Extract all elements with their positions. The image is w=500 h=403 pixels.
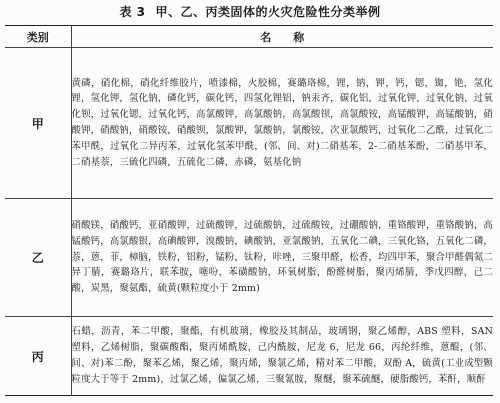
table-row <box>5 317 493 396</box>
category-cell: 丙 <box>5 317 71 396</box>
category-cell: 乙 <box>5 199 71 317</box>
table-title: 甲、乙、丙类固体的火灾危险性分类举例 <box>155 5 381 19</box>
names-cell: 硝酸镁，硝酸钙，亚硝酸钾，过硫酸钾，过硫酸钠，过硫酸铵，过硼酸钠，重铬酸钾，重铬酸钠，高锰酸钙，高氯酸银，高碘酸钾，溴酸钠，碘酸钠，亚氯酸钠，五氧化二碘，三氧化铬，五氧化二磷，萘，蒽，菲，樟脑，铁粉，铝粉，锰粉，钛粉，咔唑，三聚甲醛，松香，均四甲苯，聚合甲醛偶氮二异丁腈，赛璐珞片，联苯胺，噻吩，苯磺酸钠，环氧树脂，酚醛树脂，聚丙烯腈，季戊四醇，己二酸，炭黑，聚氨酯，硫黄(颗粒度小于 2mm) <box>71 199 493 317</box>
fire-hazard-table <box>5 25 493 396</box>
table-caption <box>0 4 500 20</box>
names-cell: 黄磷，硝化棉，硝化纤维胶片，喷漆棉，火胶棉，赛璐珞棉，锂，钠，钾，钙，锶，铷，铯，氢化锂，氢化钾，氢化钠，磷化钙，碳化钙，四氢化锂铝，钠汞齐，碳化铝，过氧化钾，过氧化钠，过氧化钡，过氧化锶，过氧化钙，高氯酸钾，高氯酸钠，高氯酸钡，高氯酸铵，高锰酸钾，高锰酸钠，硝酸钾，硝酸钠，硝酸铵，硝酸钡，氯酸钾，氯酸钠，氯酸铵，次亚氯酸钙，过氧化二乙酰，过氧化二苯甲酰，过氧化二异丙苯，过氧化氢苯甲酰，(邻、间、对)二硝基苯，2-二硝基苯酚，二硝基甲苯，二硝基萘，三硫化四磷，五硫化二磷，赤磷，氨基化钠 <box>71 48 493 199</box>
category-cell: 甲 <box>5 48 71 199</box>
header-category: 类别 <box>5 26 71 48</box>
table-row <box>5 199 493 317</box>
names-cell: 石蜡，沥青，苯二甲酸，聚酯，有机玻璃，橡胶及其制品，玻璃钢，聚乙烯醇，ABS 塑料，SAN 塑料，乙烯树脂，聚碳酸酯，聚丙烯酰胺，己内酰胺，尼龙 6，尼龙 66，丙纶纤维，蒽醌，(邻、间、对)苯二酚，聚苯乙烯，聚乙烯，聚丙烯，聚氯乙烯，精对苯二甲酸，双酚 A，硫黄(工业成型颗粒度大于等于 2mm)，过氯乙烯，偏氯乙烯，三聚氰胺，聚醚，聚苯硫醚，硬脂酸钙，苯酐，顺酐 <box>71 317 493 396</box>
table-row <box>5 48 493 199</box>
table-number: 表 3 <box>119 5 146 19</box>
header-name: 名称 <box>71 26 493 48</box>
table-header-row <box>5 26 493 48</box>
